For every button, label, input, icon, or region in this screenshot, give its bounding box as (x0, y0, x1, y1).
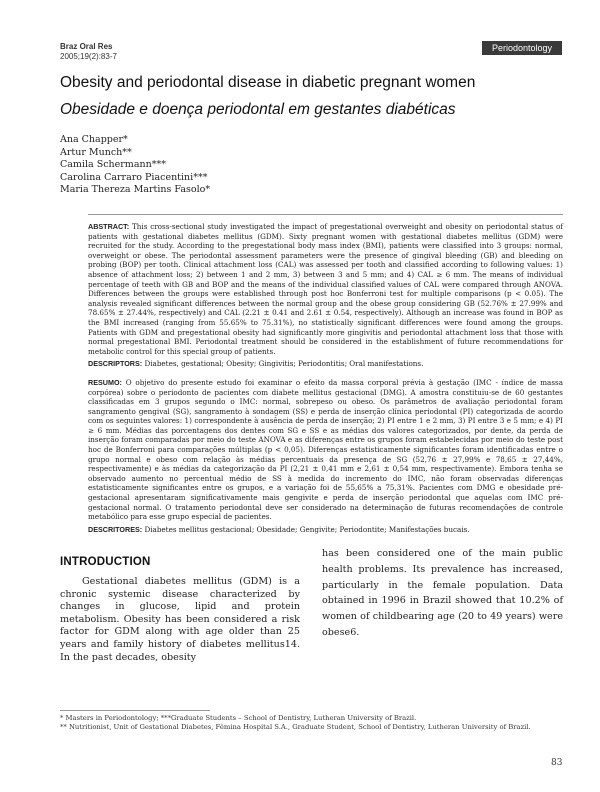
descritores-label: DESCRITORES: (88, 524, 143, 534)
body-paragraph: has been considered one of the main public health problems. Its prevalence has increased, particularly in the female population. Data obtained in 1996 in Brazil showed that 10.2% of women of childbearing age (20 to 49 years) were obese6. (322, 548, 563, 638)
section-heading-introduction: INTRODUCTION (60, 556, 151, 568)
author: Camila Schermann*** (60, 159, 166, 170)
page-number: 83 (551, 758, 563, 768)
footnote: * Masters in Periodontology; ***Graduate Students – School of Dentistry, Lutheran University of Brazil. (60, 714, 417, 722)
author: Maria Thereza Martins Fasolo* (60, 184, 211, 195)
author-list (60, 134, 360, 197)
descritores-paragraph (88, 525, 563, 535)
footnotes (60, 714, 565, 732)
descriptors-text: Diabetes, gestational; Obesity; Gingivitis; Periodontitis; Oral manifestations. (144, 359, 424, 369)
abstract-paragraph (88, 222, 563, 356)
descriptors-label: DESCRIPTORS: (88, 359, 143, 369)
resumo-paragraph (88, 378, 563, 522)
descriptors-paragraph (88, 359, 563, 369)
journal-citation (60, 42, 117, 62)
author: Ana Chapper* (60, 134, 128, 145)
body-paragraph: Gestational diabetes mellitus (GDM) is a chronic systemic disease characterized by changes in glucose, lipid and protein metabolism. Obesity has been considered a risk factor for GDM along with age older than 25 years and family history of diabetes mellitus14. In the past decades, obesity (60, 576, 300, 663)
author: Carolina Carraro Piacentini*** (60, 171, 208, 183)
journal-volume: 2005;19(2):83-7 (60, 52, 117, 61)
resumo-label: RESUMO: (88, 377, 122, 387)
footnote: ** Nutritionist, Unit of Gestational Diabetes, Fêmina Hospital S.A., Graduate Student, School of Dentistry, Lutheran University of Brazil. (60, 723, 531, 731)
title-english: Obesity and periodontal disease in diabetic pregnant women (60, 74, 476, 91)
title-portuguese: Obesidade e doença periodontal em gestantes diabéticas (60, 101, 456, 118)
section-tag: Periodontology (482, 41, 562, 55)
journal-name: Braz Oral Res (60, 42, 113, 51)
abstract-box (88, 214, 563, 537)
body-column-right (322, 546, 563, 641)
abstract-label: ABSTRACT: (88, 222, 130, 231)
footnote-divider (60, 710, 210, 711)
body-column-left (60, 576, 300, 664)
abstract-text: This cross-sectional study investigated the impact of pregestational overweight and obesity on periodontal status of patients with gestational diabetes mellitus (GDM). Sixty pregnant women with gestational diabetes mellitus (GDM) were recruited for the study. According to the pregestational body mass index (BMI), patients were classified into 3 groups: normal, overweight or obese. The periodontal assessment parameters were the presence of gingival bleeding (GB) and bleeding on probing (BOP) per tooth. Clinical attachment loss (CAL) was assessed per tooth and classified according to following values: 1) absence of attachment loss; 2) between 1 and 2 mm, 3) between 3 and 5 mm; and 4) CAL ≥ 6 mm. The means of individual percentage of teeth with GB and BOP and the means of the individual classified values of CAL were compared through ANOVA. Differences between the groups were established through post hoc Bonferroni test for multiple comparisons (p < 0.05). The analysis revealed significant differences between the normal group and the obese group considering GB (52.76% ± 27.99% and 78.65% ± 27.44%, respectively) and CAL (2.21 ± 0.41 and 2.61 ± 0.54, respectively). Although an increase was found in BOP as the BMI increased (ranging from 55.65% to 75.31%), no statistically significant differences were found among the groups. Patients with GDM and pregestational obesity had significantly more gingivitis and periodontal attachment loss that those with normal pregestational BMI. Periodontal treatment should be considered in the establishment of future recommendations for metabolic control for this special group of patients. (88, 222, 563, 356)
resumo-block (88, 378, 563, 535)
resumo-text: O objetivo do presente estudo foi examinar o efeito da massa corporal prévia à gestação (IMC - índice de massa corpórea) sobre o periodonto de pacientes com diabete mellitus gestacional (DMG). A amostra constituiu-se de 60 gestantes classificadas em 3 grupos segundo o IMC: normal, sobrepeso ou obeso. Os parâmetros de avaliação periodontal foram sangramento gengival (SG), sangramento à sondagem (SS) e perda de inserção clínica periodontal (PI) categorizada de acordo com os seguintes valores: 1) correspondente à ausência de perda de inserção; 2) PI entre 1 e 2 mm, 3) PI entre 3 e 5 mm; e 4) PI ≥ 6 mm. Médias das porcentagens dos dentes com SG e SS e as médias dos valores categorizados, por dente, da perda de inserção foram comparadas por meio do teste ANOVA e as diferenças entre os grupos foram estabelecidas por meio do teste post hoc de Bonferroni para comparações múltiplas (p < 0,05). Diferenças estatisticamente significantes foram identificadas entre o grupo normal e obeso com relação às médias percentuais da presença de SG (52,76 ± 27,99% e 78,65 ± 27,44%, respectivamente) e às médias da categorização da PI (2,21 ± 0,41 mm e 2,61 ± 0,54 mm, respectivamente). Embora tenha se observado aumento no percentual médio de SS à medida do incremento do IMC, não foram observadas diferenças estatisticamente significantes entre os grupos, e a variação foi de 55,65% a 75,31%. Pacientes com DMG e obesidade pré-gestacional apresentaram significativamente mais gengivite e perda de inserção periodontal que aquelas com IMC pré-gestacional normal. O tratamento periodontal deve ser considerado na determinação de futuras recomendações de controle metabólico para esse grupo especial de pacientes. (88, 377, 563, 522)
author: Artur Munch** (60, 146, 132, 158)
descritores-text: Diabetes mellitus gestacional; Obesidade; Gengivite; Periodontite; Manifestações bucais. (144, 524, 470, 534)
